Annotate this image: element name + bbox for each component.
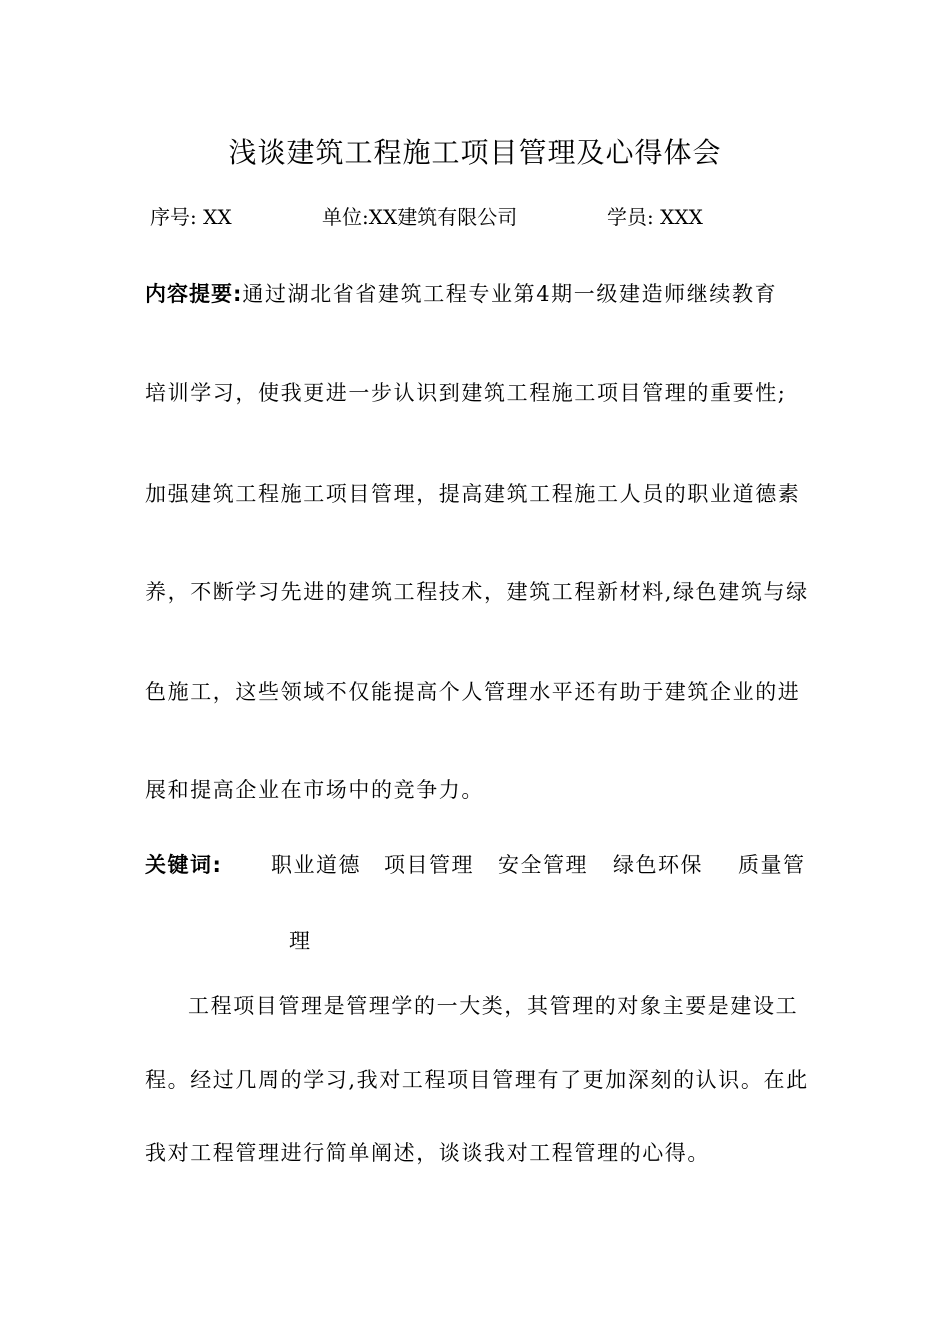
keyword-item: 质量管 [738,853,806,877]
serial-number: 序号: XX [150,205,232,229]
document-title: 浅谈建筑工程施工项目管理及心得体会 [228,136,722,169]
abstract-line: 加强建筑工程施工项目管理，提高建筑工程施工人员的职业道德素 [145,482,801,506]
abstract-first-line-text: 通过湖北省省建筑工程专业第4期一级建造师继续教育 [242,282,778,306]
keyword-item: 绿色环保 [613,853,703,877]
keyword-wrap: 理 [289,929,312,953]
keyword-item: 职业道德 [271,853,361,877]
body-line: 工程项目管理是管理学的一大类，其管理的对象主要是建设工 [188,994,799,1018]
abstract-line: 养，不断学习先进的建筑工程技术，建筑工程新材料,绿色建筑与绿 [145,580,809,604]
keyword-item: 项目管理 [384,853,474,877]
body-line: 程。经过几周的学习,我对工程项目管理有了更加深刻的认识。在此 [145,1068,809,1092]
trainee-name: 学员: XXX [607,205,703,229]
abstract-line: 色施工，这些领域不仅能提高个人管理水平还有助于建筑企业的进 [145,680,801,704]
abstract-label: 内容提要: [145,282,243,306]
abstract-line: 培训学习，使我更进一步认识到建筑工程施工项目管理的重要性; [145,381,787,405]
abstract-line: 展和提高企业在市场中的竞争力。 [145,778,484,802]
keyword-item: 安全管理 [498,853,588,877]
body-line: 我对工程管理进行简单阐述，谈谈我对工程管理的心得。 [145,1141,710,1165]
keywords-label: 关键词: [145,853,223,877]
unit-name: 单位:XX建筑有限公司 [322,205,518,229]
abstract-first-line [145,279,777,309]
